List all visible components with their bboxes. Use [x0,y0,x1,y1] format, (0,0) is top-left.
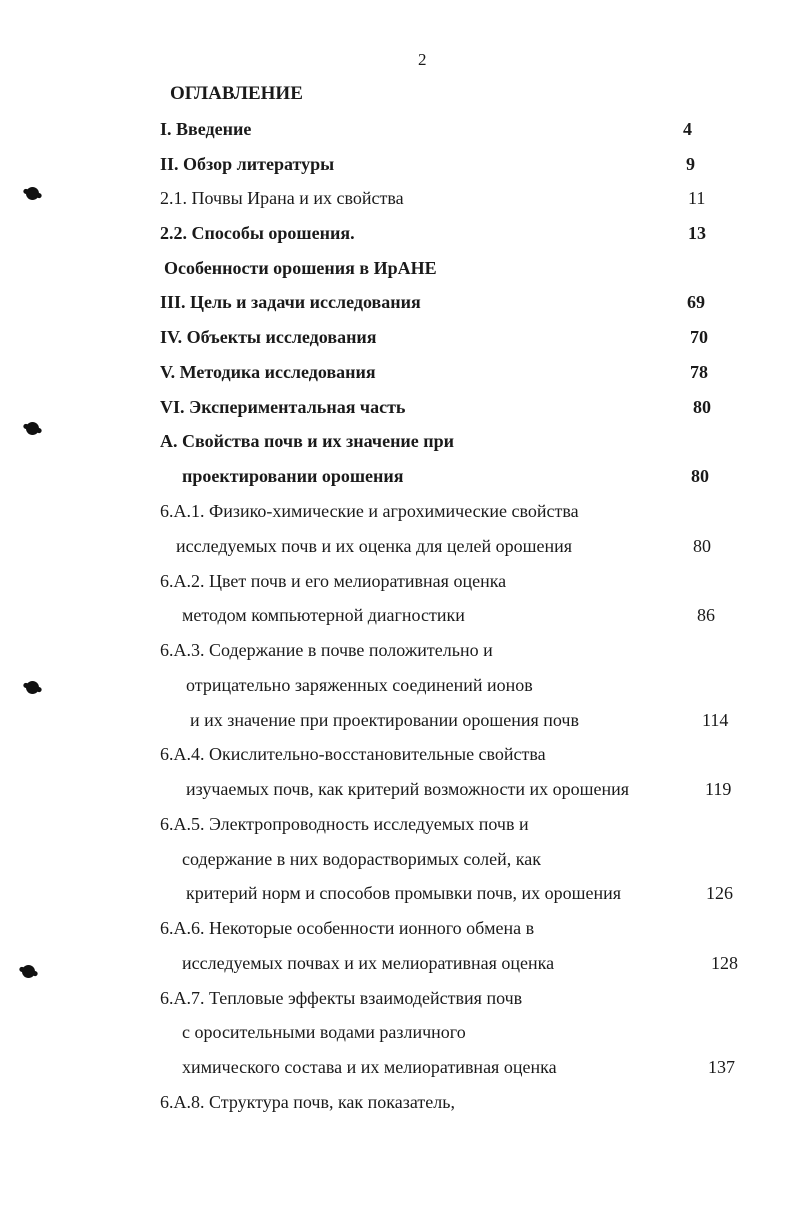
toc-page: 4 [683,119,692,139]
toc-entry: 2.2. Способы орошения. [160,223,355,243]
toc-page: 69 [687,292,705,312]
toc-page: 80 [691,466,709,486]
toc-page: 119 [705,779,732,799]
toc-entry: V. Методика исследования [160,362,376,382]
toc-page: 126 [706,883,733,903]
toc-entry: 6.А.3. Содержание в почве положительно и [160,640,493,660]
punch-hole-mark [26,422,39,435]
toc-entry: II. Обзор литературы [160,154,335,174]
punch-hole-mark [26,681,39,694]
toc-entry: с оросительными водами различного [182,1022,466,1042]
toc-page: 11 [688,188,706,208]
toc-entry: III. Цель и задачи исследования [160,292,421,312]
toc-page: 128 [711,953,738,973]
toc-entry: химического состава и их мелиоративная оценка [182,1057,557,1077]
toc-page: 137 [708,1057,735,1077]
toc-entry: I. Введение [160,119,252,139]
toc-entry: критерий норм и способов промывки почв, их орошения [186,883,621,903]
punch-hole-mark [22,965,35,978]
toc-page: 9 [686,154,695,174]
toc-page: 114 [702,710,729,730]
toc-entry: изучаемых почв, как критерий возможности их орошения [186,779,630,799]
toc-entry: 6.А.1. Физико-химические и агрохимические свойства [160,501,579,521]
toc-entry: и их значение при проектировании орошения почв [190,710,579,730]
toc-entry: 6.А.2. Цвет почв и его мелиоративная оценка [160,571,507,591]
toc-entry: содержание в них водорастворимых солей, как [182,849,541,869]
toc-entry: Особенности орошения в ИрАНЕ [164,258,437,278]
toc-entry: А. Свойства почв и их значение при [160,431,455,451]
toc-page: 78 [690,362,708,382]
toc-entry: VI. Экспериментальная часть [160,397,406,417]
toc-entry: 6.А.4. Окислительно-восстановительные свойства [160,744,546,764]
toc-entry: 2.1. Почвы Ирана и их свойства [160,188,404,208]
toc-entry: проектировании орошения [182,466,404,486]
toc-entry: 6.А.8. Структура почв, как показатель, [160,1092,455,1112]
toc-page: 86 [697,605,715,625]
toc-entry: IV. Объекты исследования [160,327,377,347]
toc-entry: отрицательно заряженных соединений ионов [186,675,533,695]
toc-title: ОГЛАВЛЕНИЕ [170,83,303,104]
toc-entry: методом компьютерной диагностики [182,605,465,625]
punch-hole-mark [26,187,39,200]
toc-entry: исследуемых почвах и их мелиоративная оценка [182,953,555,973]
toc-entry: 6.А.7. Тепловые эффекты взаимодействия почв [160,988,523,1008]
toc-entry: исследуемых почв и их оценка для целей орошения [176,536,572,556]
toc-page: 80 [693,397,711,417]
toc-entry: 6.А.5. Электропроводность исследуемых почв и [160,814,529,834]
toc-entry: 6.А.6. Некоторые особенности ионного обмена в [160,918,535,938]
toc-page: 80 [693,536,711,556]
page-number: 2 [418,50,427,69]
toc-page: 13 [688,223,706,243]
toc-page: 70 [690,327,708,347]
